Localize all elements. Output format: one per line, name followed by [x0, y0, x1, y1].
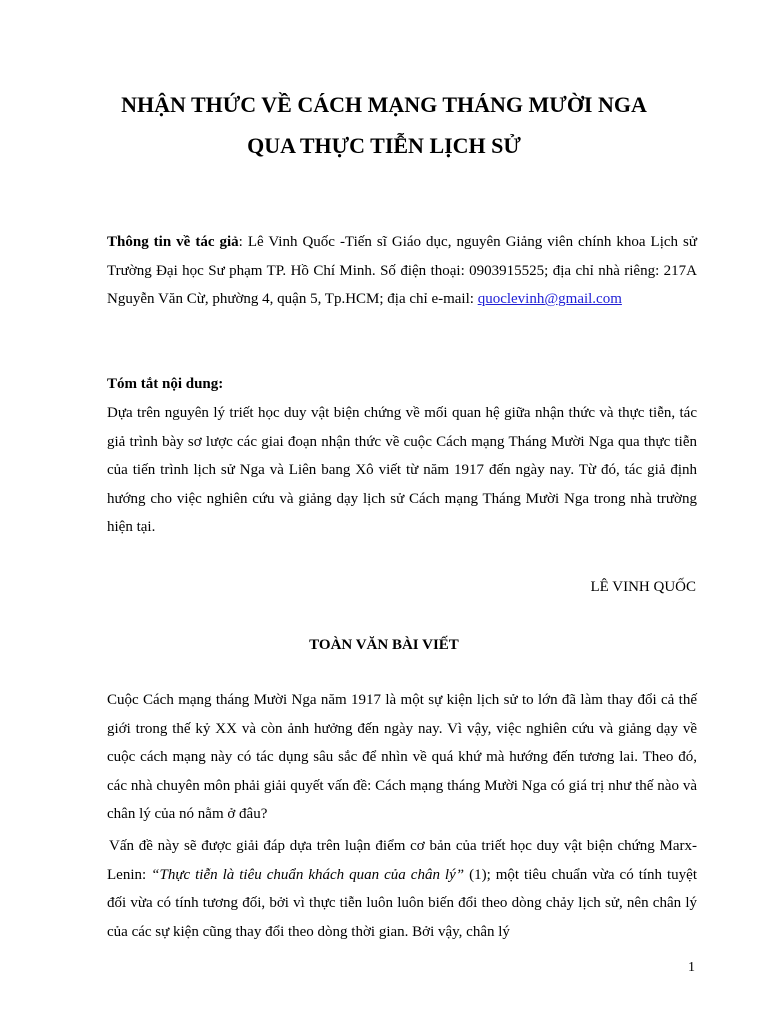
summary-paragraph: Dựa trên nguyên lý triết học duy vật biện chứng về mối quan hệ giữa nhận thức và thực tiễn, tác giả trình bày sơ lược các giai đoạn nhận thức về cuộc Cách mạng Tháng Mười Nga qua thực tiễn của tiến trình lịch sử Nga và Liên bang Xô viết từ năm 1917 đến ngày nay. Từ đó, tác giả định hướng cho việc nghiên cứu và giảng dạy lịch sử Cách mạng Tháng Mười Nga trong nhà trường hiện tại. — [107, 405, 697, 536]
body-paragraph-2 — [107, 832, 697, 946]
document-title-line-2: QUA THỰC TIỄN LỊCH SỬ — [247, 133, 521, 158]
body-paragraph-2-continuation: (1); một tiêu chuẩn vừa có tính tuyệt đối vừa có tính tương đối, bởi vì thực tiễn luôn luôn biến đổi theo dòng chảy lịch sử, nên chân lý của các sự kiện cũng thay đổi theo dòng thời gian. Bởi vậy, chân lý — [107, 866, 698, 940]
body-paragraph-1: Cuộc Cách mạng tháng Mười Nga năm 1917 là một sự kiện lịch sử to lớn đã làm thay đổi cả thế giới trong thế kỷ XX và còn ảnh hưởng đến ngày nay. Vì vậy, việc nghiên cứu và giảng dạy về cuộc cách mạng này có tác dụng sâu sắc để nhìn về quá khứ mà hướng đến tương lai. Theo đó, các nhà chuyên môn phải giải quyết vấn đề: Cách mạng tháng Mười Nga có giá trị như thế nào và chân lý của nó nằm ở đâu? — [107, 692, 697, 823]
author-signature: LÊ VINH QUỐC — [590, 579, 696, 595]
section-heading: TOÀN VĂN BÀI VIẾT — [309, 637, 459, 653]
author-email-link[interactable]: quoclevinh@gmail.com — [477, 291, 622, 308]
author-info-paragraph — [107, 228, 697, 314]
author-info-label: Thông tin về tác giả — [107, 234, 239, 250]
body-paragraph-2-quote: “Thực tiễn là tiêu chuẩn khách quan của chân lý” — [151, 866, 465, 883]
document-title-line-1: NHẬN THỨC VỀ CÁCH MẠNG THÁNG MƯỜI NGA — [121, 92, 647, 117]
page-number: 1 — [688, 960, 695, 975]
summary-heading: Tóm tắt nội dung: — [107, 376, 224, 392]
author-info-text: : Lê Vinh Quốc -Tiến sĩ Giáo dục, nguyên Giảng viên chính khoa Lịch sử Trường Đại học Sư phạm TP. Hồ Chí Minh. Số điện thoại: 0903915525; địa chỉ nhà riêng: 217A Nguyễn Văn Cừ, phường 4, quận 5, Tp.HCM; địa chỉ e-mail: — [107, 234, 697, 308]
body-paragraph-2-intro: Vấn đề này sẽ được giải đáp dựa trên luận điểm cơ bản của triết học duy vật biện chứng Marx-Lenin: — [107, 838, 697, 883]
